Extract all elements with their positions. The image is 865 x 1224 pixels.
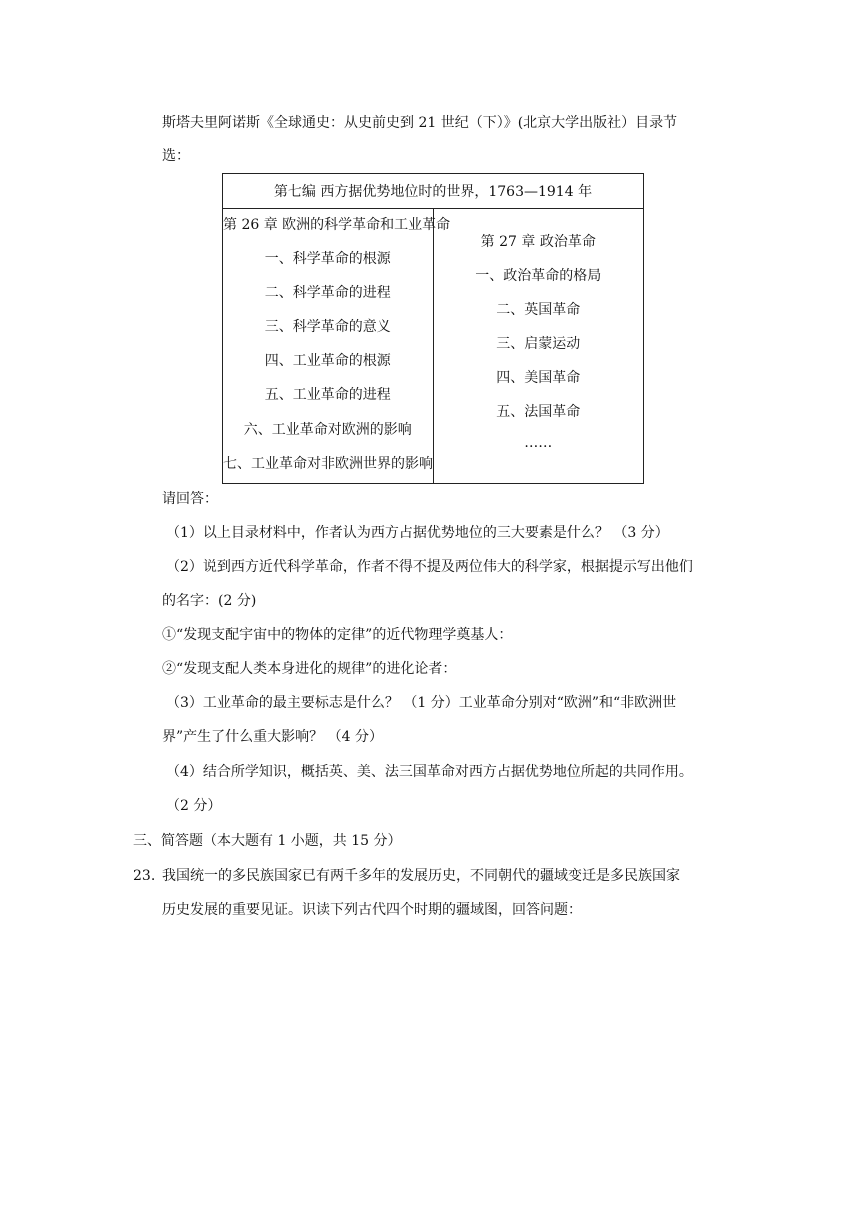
toc-right-column [433, 209, 644, 484]
list-item: 六、工业革命对欧洲的影响 [243, 422, 412, 438]
intro-line-1: 斯塔夫里阿诺斯《全球通史：从史前史到 21 世纪（下）》(北京大学出版社）目录节 [162, 115, 678, 131]
list-item: 二、科学革命的进程 [264, 285, 391, 301]
answer-prompt: 请回答： [162, 491, 218, 507]
list-item: 四、美国革命 [496, 370, 581, 386]
question-23-number: 23. [133, 868, 156, 884]
list-item: 四、工业革命的根源 [264, 353, 391, 369]
toc-header: 第七编 西方据优势地位时的世界，1763—1914 年 [223, 174, 644, 209]
question-2-prompt-b: ②“发现支配人类本身进化的规律”的进化论者： [162, 661, 457, 677]
question-4-line-2: （2 分） [166, 798, 222, 814]
intro-line-2: 选： [162, 148, 190, 164]
question-2-prompt-a: ①“发现支配宇宙中的物体的定律”的近代物理学奠基人： [162, 627, 513, 643]
question-2-line-2: 的名字：(2 分) [162, 593, 257, 609]
list-item: 三、启蒙运动 [496, 336, 581, 352]
list-item: 一、政治革命的格局 [475, 268, 602, 284]
list-item: 五、法国革命 [496, 404, 581, 420]
question-23-line-2: 历史发展的重要见证。识读下列古代四个时期的疆域图，回答问题： [162, 902, 582, 918]
question-4-line-1: （4）结合所学知识，概括英、美、法三国革命对西方占据优势地位所起的共同作用。 [166, 764, 693, 780]
chapter-26-title: 第 26 章 欧洲的科学革命和工业革命 [223, 217, 451, 233]
list-item: 三、科学革命的意义 [264, 319, 391, 335]
list-item: 一、科学革命的根源 [264, 251, 391, 267]
toc-left-column [223, 209, 451, 484]
section-3-heading: 三、简答题（本大题有 1 小题，共 15 分） [133, 833, 402, 849]
question-1: （1）以上目录材料中，作者认为西方占据优势地位的三大要素是什么？ （3 分） [166, 525, 669, 541]
question-2-line-1: （2）说到西方近代科学革命，作者不得不提及两位伟大的科学家，根据提示写出他们 [166, 559, 693, 575]
question-3-line-1: （3）工业革命的最主要标志是什么？ （1 分）工业革命分别对“欧洲”和“非欧洲世 [166, 695, 677, 711]
question-23-line-1: 我国统一的多民族国家已有两千多年的发展历史，不同朝代的疆域变迁是多民族国家 [162, 868, 680, 884]
table-of-contents [222, 173, 644, 484]
list-item: …… [524, 435, 553, 451]
list-item: 七、工业革命对非欧洲世界的影响 [223, 456, 433, 472]
list-item: 五、工业革命的进程 [264, 387, 391, 403]
list-item: 二、英国革命 [496, 302, 581, 318]
question-3-line-2: 界”产生了什么重大影响？ （4 分） [162, 729, 383, 745]
chapter-27-title: 第 27 章 政治革命 [480, 234, 596, 250]
